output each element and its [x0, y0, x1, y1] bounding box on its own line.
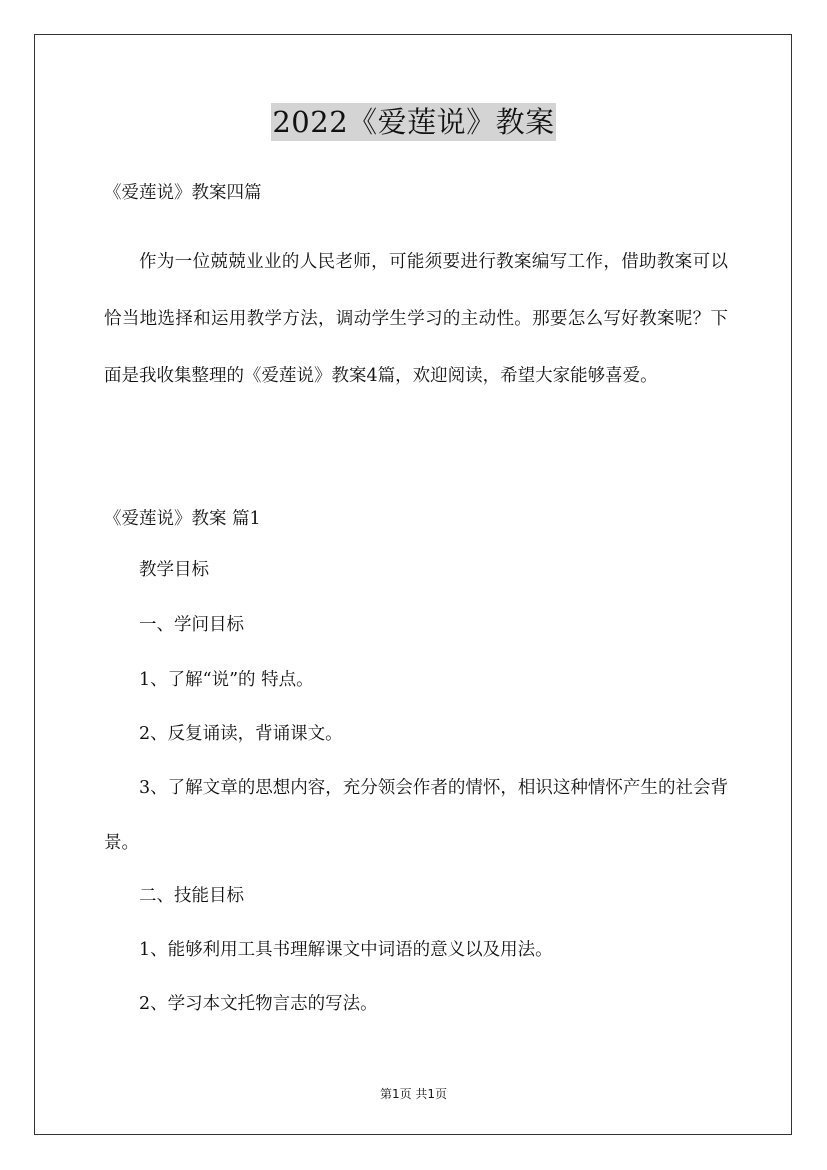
title-container: [0, 103, 827, 141]
page-footer: 第1页 共1页: [379, 1087, 448, 1101]
paragraph-item-3: 3、了解文章的思想内容，充分领会作者的情怀，相识这种情怀产生的社会背景。: [104, 778, 728, 853]
paragraph-knowledge-goals: 一、学问目标: [139, 615, 244, 635]
intro-paragraph: 作为一位兢兢业业的人民老师，可能须要进行教案编写工作，借助教案可以恰当地选择和运用教学方法，调动学生学习的主动性。那要怎么写好教案呢？下面是我收集整理的《爱莲说》教案4篇，欢迎阅读，希望大家能够喜爱。: [104, 252, 728, 386]
paragraph-skill-item-1: 1、能够利用工具书理解课文中词语的意义以及用法。: [139, 940, 553, 960]
paragraph-item-2: 2、反复诵读，背诵课文。: [139, 724, 343, 744]
section-heading: 《爱莲说》教案 篇1: [104, 509, 261, 529]
paragraph-teaching-goals: 教学目标: [139, 560, 209, 580]
document-title: 2022《爱莲说》教案: [272, 105, 555, 139]
document-subtitle: 《爱莲说》教案四篇: [104, 183, 262, 203]
paragraph-skill-goals: 二、技能目标: [139, 886, 244, 906]
paragraph-item-1: 1、了解“说”的 特点。: [139, 670, 314, 690]
paragraph-skill-item-2: 2、学习本文托物言志的写法。: [139, 994, 378, 1014]
